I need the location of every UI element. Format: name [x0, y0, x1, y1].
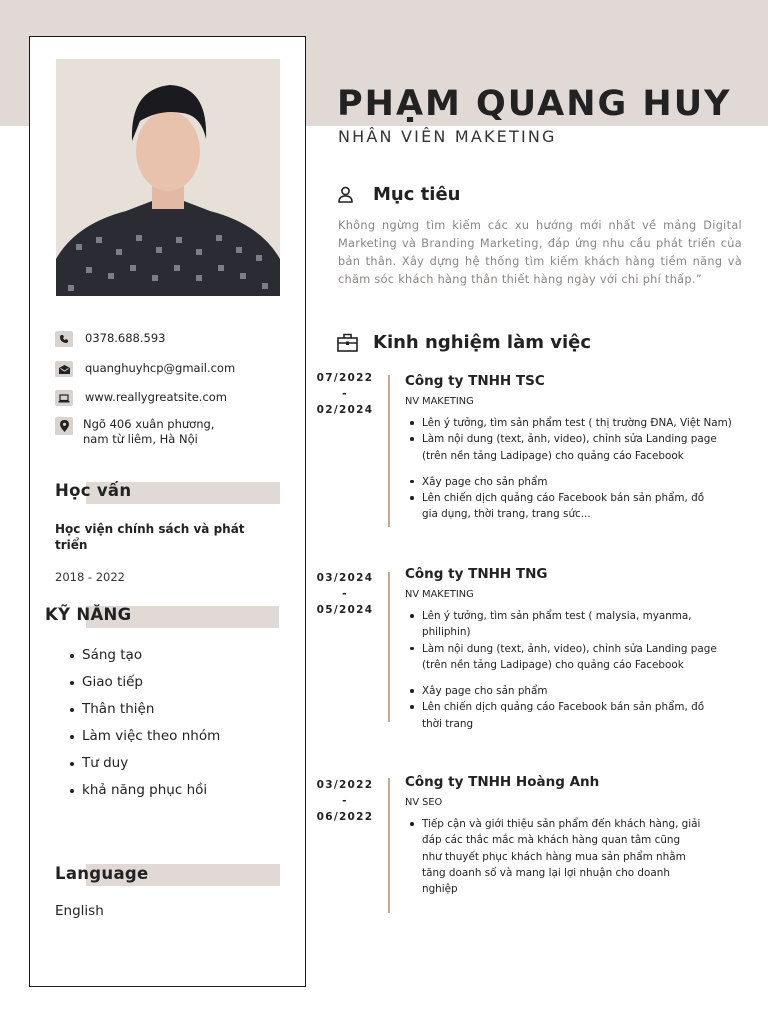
job-position: NV MAKETING [405, 396, 474, 407]
job-duties [407, 415, 732, 523]
phone-icon [55, 331, 73, 347]
profile-photo [56, 59, 280, 296]
job-company: Công ty TNHH TSC [405, 373, 545, 389]
job-end-date: 02/2024 [316, 404, 374, 416]
job-position: NV MAKETING [405, 589, 474, 600]
job-start-date: 03/2024 [316, 572, 374, 584]
timeline-line [388, 375, 390, 527]
contact-address [55, 417, 214, 447]
job-start-date: 03/2022 [316, 779, 374, 791]
location-pin-icon [55, 417, 73, 435]
timeline-line [388, 778, 390, 913]
contact-website [55, 390, 227, 406]
email-text: quanghuyhcp@gmail.com [85, 361, 236, 375]
job-company: Công ty TNHH Hoàng Anh [405, 774, 600, 790]
job-duty: Làm nội dung (text, ảnh, video), chỉnh sửa Landing page (trên nền tảng Ladipage) cho quảng cáo Facebook [407, 641, 742, 674]
job-duty: Tiếp cận và giới thiệu sản phẩm đến khách hàng, giải đáp các thắc mắc mà khách hàng quan tâm cũng như thuyết phục khách hàng mua sản phẩm nhằm tăng doanh số và mang lại lợi nhuận cho doanh nghiệp [407, 816, 702, 897]
education-years: 2018 - 2022 [55, 570, 125, 584]
phone-text: 0378.688.593 [85, 331, 166, 345]
language-heading: Language [55, 864, 149, 883]
job-end-date: 06/2022 [316, 811, 374, 823]
timeline-line [388, 572, 390, 722]
job-dates [312, 570, 378, 618]
address-line-2: nam từ liêm, Hà Nội [83, 432, 198, 446]
job-duty: Xây page cho sản phẩm [407, 683, 712, 699]
education-school: Học viện chính sách và phát triển [55, 522, 245, 552]
job-dates [312, 370, 378, 418]
job-duty: Xây page cho sản phẩm [407, 474, 712, 490]
job-date-separator: - [342, 795, 348, 807]
website-text: www.reallygreatsite.com [85, 390, 228, 404]
objective-text: Không ngừng tìm kiếm các xu hướng mới nhất về mảng Digital Marketing và Branding Marketing, đáp ứng nhu cầu phát triển của bản thân. Xây dựng hệ thống tìm kiếm khách hàng tiềm năng và chăm sóc khách hàng thân thiết hàng ngày với chi phí thấp.” [338, 219, 742, 286]
skill-item: Làm việc theo nhóm [70, 728, 220, 755]
job-duties [407, 608, 742, 732]
address-line-1: Ngõ 406 xuân phương, [83, 417, 215, 431]
person-icon [337, 186, 354, 207]
contact-email [55, 361, 235, 377]
laptop-icon [55, 390, 73, 406]
briefcase-icon [337, 333, 358, 356]
education-heading: Học vấn [55, 481, 132, 500]
objective-heading: Mục tiêu [373, 184, 461, 205]
job-date-separator: - [342, 588, 348, 600]
address-text [83, 417, 214, 447]
skills-list [70, 647, 220, 809]
job-duty: Lên ý tưởng, tìm sản phẩm test ( thị trường ĐNA, Việt Nam) [407, 415, 732, 431]
candidate-title: NHÂN VIÊN MAKETING [338, 127, 557, 146]
experience-heading: Kinh nghiệm làm việc [373, 332, 592, 353]
skill-item: Thân thiện [70, 701, 220, 728]
skill-item: Tư duy [70, 755, 220, 782]
skill-item: khả năng phục hồi [70, 782, 220, 809]
skill-item: Giao tiếp [70, 674, 220, 701]
skill-item: Sáng tạo [70, 647, 220, 674]
job-duty: Lên chiến dịch quảng cáo Facebook bán sản phẩm, đồ gia dụng, thời trang, trang sức... [407, 490, 712, 523]
job-duty: Lên ý tưởng, tìm sản phẩm test ( malysia, myanma, philiphin) [407, 608, 742, 641]
contact-phone [55, 331, 165, 347]
job-date-separator: - [342, 388, 348, 400]
job-duty: Lên chiến dịch quảng cáo Facebook bán sản phẩm, đồ thời trang [407, 699, 712, 732]
job-start-date: 07/2022 [316, 372, 374, 384]
job-duty: Làm nội dung (text, ảnh, video), chỉnh sửa Landing page (trên nền tảng Ladipage) cho quảng cáo Facebook [407, 431, 732, 464]
job-position: NV SEO [405, 797, 443, 808]
candidate-name: PHẠM QUANG HUY [337, 84, 732, 124]
sidebar-panel [29, 36, 306, 987]
skills-heading: KỸ NĂNG [45, 605, 132, 624]
mail-icon [55, 361, 73, 377]
job-dates [312, 777, 378, 825]
job-duties [407, 816, 702, 897]
job-company: Công ty TNHH TNG [405, 566, 548, 582]
job-end-date: 05/2024 [316, 604, 374, 616]
language-value: English [55, 903, 104, 919]
